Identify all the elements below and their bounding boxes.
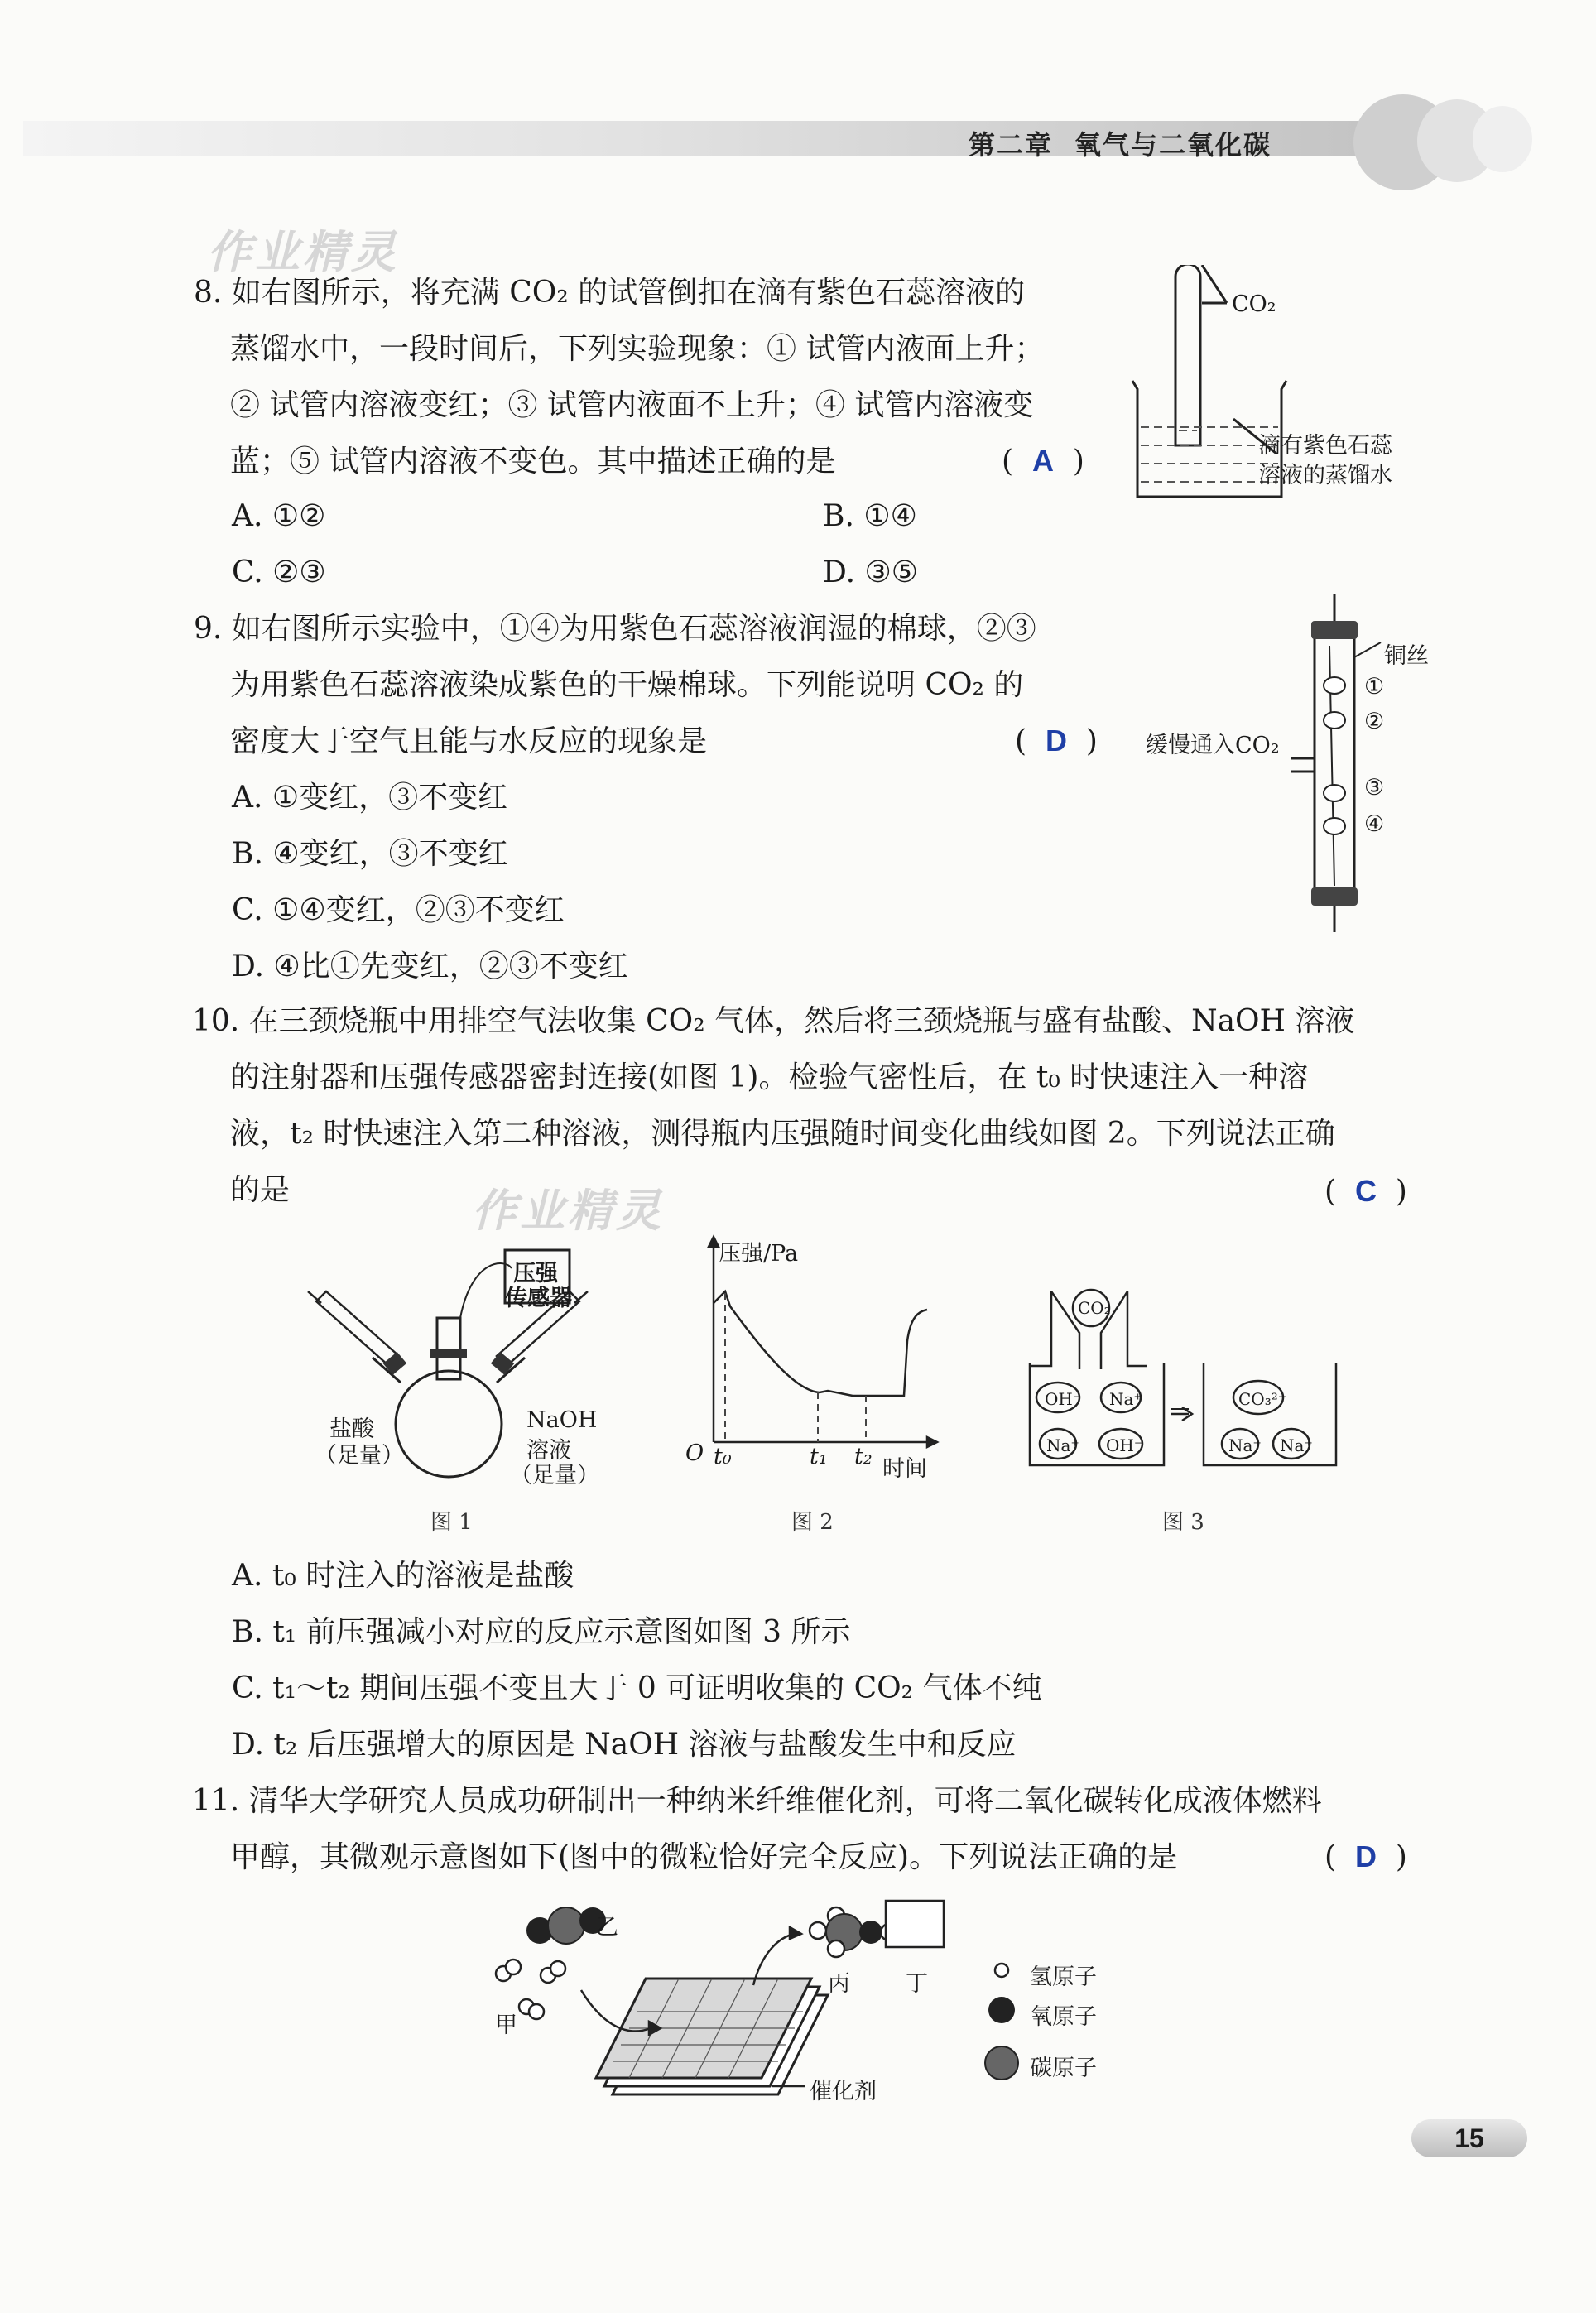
- q10-fig3-ion-6: Na⁺: [1228, 1435, 1262, 1455]
- pressure-curve: [714, 1291, 927, 1396]
- q10-option-d: D. t₂ 后压强增大的原因是 NaOH 溶液与盐酸发生中和反应: [232, 1728, 1017, 1762]
- q11-fig-yi: 乙: [596, 1915, 618, 1940]
- q9-option-a: A. ①变红，③不变红: [232, 781, 508, 815]
- q9-answer: ( D ): [1015, 724, 1098, 758]
- q10-fig2-ylabel: 压强/Pa: [719, 1241, 799, 1267]
- q9-option-b: B. ④变红，③不变红: [232, 837, 508, 871]
- q8-option-a: A. ①②: [232, 499, 326, 533]
- header-decoration: [1324, 83, 1573, 199]
- page-number: 15: [1411, 2119, 1527, 2157]
- q11-fig-catalyst: 催化剂: [810, 2079, 877, 2104]
- q10-line-3: 液，t₂ 时快速注入第二种溶液，测得瓶内压强随时间变化曲线如图 2。下列说法正确: [230, 1117, 1335, 1151]
- left-syringe: [316, 1291, 399, 1366]
- q10-option-a: A. t₀ 时注入的溶液是盐酸: [232, 1559, 574, 1593]
- q10-fig1-right-2: 溶液: [526, 1438, 571, 1464]
- q11-figure: [480, 1887, 1126, 2103]
- q8-option-b: B. ①④: [823, 499, 917, 533]
- q10-fig1-caption: 图 1: [430, 1510, 473, 1535]
- q8-line-2: 蒸馏水中，一段时间后，下列实验现象：① 试管内液面上升；: [230, 332, 1045, 366]
- q10-line-2: 的注射器和压强传感器密封连接(如图 1)。检验气密性后，在 t₀ 时快速注入一种溶: [230, 1060, 1309, 1094]
- q10-fig3-ion-3: Na⁺: [1046, 1435, 1079, 1455]
- q9-fig-ball-3: ③: [1364, 775, 1385, 801]
- q10-fig1-right-3: （足量）: [510, 1463, 599, 1488]
- q11-legend-oxygen: 氧原子: [1030, 2004, 1097, 2030]
- flask-body: [396, 1371, 502, 1477]
- q8-line-3: ② 试管内溶液变红；③ 试管内液面不上升；④ 试管内溶液变: [230, 388, 1034, 422]
- q9-fig-ball-4: ④: [1364, 811, 1385, 837]
- q10-fig1-left-1: 盐酸: [329, 1416, 374, 1442]
- chapter-name: 氧气与二氧化碳: [1074, 129, 1272, 161]
- q9-fig-ball-1: ①: [1364, 674, 1385, 700]
- ding-box: [886, 1901, 944, 1947]
- q9-fig-inlet: 缓慢通入CO₂: [1146, 733, 1280, 758]
- q8-line-1: 8. 如右图所示，将充满 CO₂ 的试管倒扣在滴有紫色石蕊溶液的: [194, 276, 1026, 310]
- watermark: 作业精灵: [207, 226, 399, 278]
- q11-line-1: 11. 清华大学研究人员成功研制出一种纳米纤维催化剂，可将二氧化碳转化成液体燃料: [192, 1784, 1322, 1818]
- q10-fig3-ion-4: OH⁻: [1106, 1435, 1143, 1455]
- legend: [985, 1964, 1018, 2080]
- q10-answer: ( C ): [1324, 1174, 1407, 1209]
- q10-fig2-xlabel: 时间: [882, 1456, 927, 1482]
- q9-option-d: D. ④比①先变红，②③不变红: [232, 950, 628, 983]
- q10-fig3-ion-7: Na⁺: [1280, 1435, 1313, 1455]
- q9-fig-ball-2: ②: [1364, 709, 1385, 734]
- q9-line-1: 9. 如右图所示实验中，①④为用紫色石蕊溶液润湿的棉球，②③: [194, 612, 1036, 646]
- q8-fig-label-1: 滴有紫色石蕊: [1258, 433, 1392, 459]
- q11-fig-jia: 甲: [495, 2012, 517, 2038]
- watermark: 作业精灵: [472, 1185, 664, 1237]
- q10-fig2-tick-t1: t₁: [810, 1444, 828, 1469]
- q10-fig3-gas: CO₂: [1078, 1298, 1111, 1318]
- q10-fig3-caption: 图 3: [1162, 1510, 1204, 1535]
- q11-legend-carbon: 碳原子: [1030, 2056, 1097, 2081]
- q8-answer-letter: A: [1031, 444, 1054, 478]
- q10-fig1-sensor-1: 压强: [513, 1261, 558, 1286]
- q11-fig-bing: 丙: [828, 1971, 850, 1997]
- q9-answer-letter: D: [1045, 724, 1067, 757]
- q11-line-2: 甲醇，其微观示意图如下(图中的微粒恰好完全反应)。下列说法正确的是: [230, 1840, 1178, 1874]
- q11-legend-hydrogen: 氢原子: [1030, 1964, 1097, 1990]
- q8-option-c: C. ②③: [232, 555, 326, 589]
- q10-option-c: C. t₁～t₂ 期间压强不变且大于 0 可证明收集的 CO₂ 气体不纯: [232, 1671, 1042, 1705]
- q10-fig2-caption: 图 2: [791, 1510, 834, 1535]
- catalyst-grid: [596, 1979, 828, 2094]
- q10-fig1-right-1: NaOH: [526, 1407, 598, 1433]
- q10-fig3-ion-5: CO₃²⁻: [1238, 1389, 1287, 1409]
- q10-fig1-sensor-2: 传感器: [505, 1286, 572, 1311]
- q11-answer: ( D ): [1324, 1839, 1407, 1874]
- q10-line-4: 的是: [230, 1173, 291, 1207]
- methanol-molecule: [810, 1907, 897, 1957]
- q8-line-4: 蓝；⑤ 试管内溶液不变色。其中描述正确的是: [230, 445, 836, 478]
- chapter-title: [969, 124, 1272, 162]
- q11-answer-letter: D: [1354, 1839, 1377, 1873]
- q10-fig2-tick-t2: t₂: [854, 1444, 873, 1469]
- q10-option-b: B. t₁ 前压强减小对应的反应示意图如图 3 所示: [232, 1615, 851, 1649]
- q10-fig2-origin: O: [685, 1440, 704, 1466]
- q9-line-2: 为用紫色石蕊溶液染成紫色的干燥棉球。下列能说明 CO₂ 的: [230, 668, 1024, 702]
- funnel-left: [1031, 1291, 1051, 1366]
- q10-fig3-ion-1: OH⁻: [1045, 1389, 1082, 1409]
- q10-fig2: [679, 1233, 944, 1465]
- test-tube-outline: [1175, 265, 1200, 445]
- q8-fig-label-2: 溶液的蒸馏水: [1258, 463, 1392, 488]
- q10-line-1: 10. 在三颈烧瓶中用排空气法收集 CO₂ 气体，然后将三颈烧瓶与盛有盐酸、NaOH 溶液: [192, 1004, 1355, 1038]
- q8-option-d: D. ③⑤: [823, 555, 919, 589]
- chapter-number: 第二章: [969, 129, 1054, 161]
- q9-fig-wire: 铜丝: [1384, 643, 1429, 669]
- q8-fig-gas: CO₂: [1232, 291, 1276, 317]
- q10-fig3-ion-2: Na⁺: [1109, 1389, 1142, 1409]
- co2-molecule: [526, 1907, 606, 1944]
- q9-option-c: C. ①④变红，②③不变红: [232, 893, 565, 927]
- q9-line-3: 密度大于空气且能与水反应的现象是: [230, 724, 708, 758]
- q10-answer-letter: C: [1354, 1174, 1377, 1208]
- q8-answer: ( A ): [1002, 444, 1084, 478]
- q10-fig2-tick-t0: t₀: [714, 1444, 732, 1469]
- q11-fig-ding: 丁: [906, 1971, 928, 1997]
- q10-fig1-left-2: （足量）: [315, 1443, 404, 1469]
